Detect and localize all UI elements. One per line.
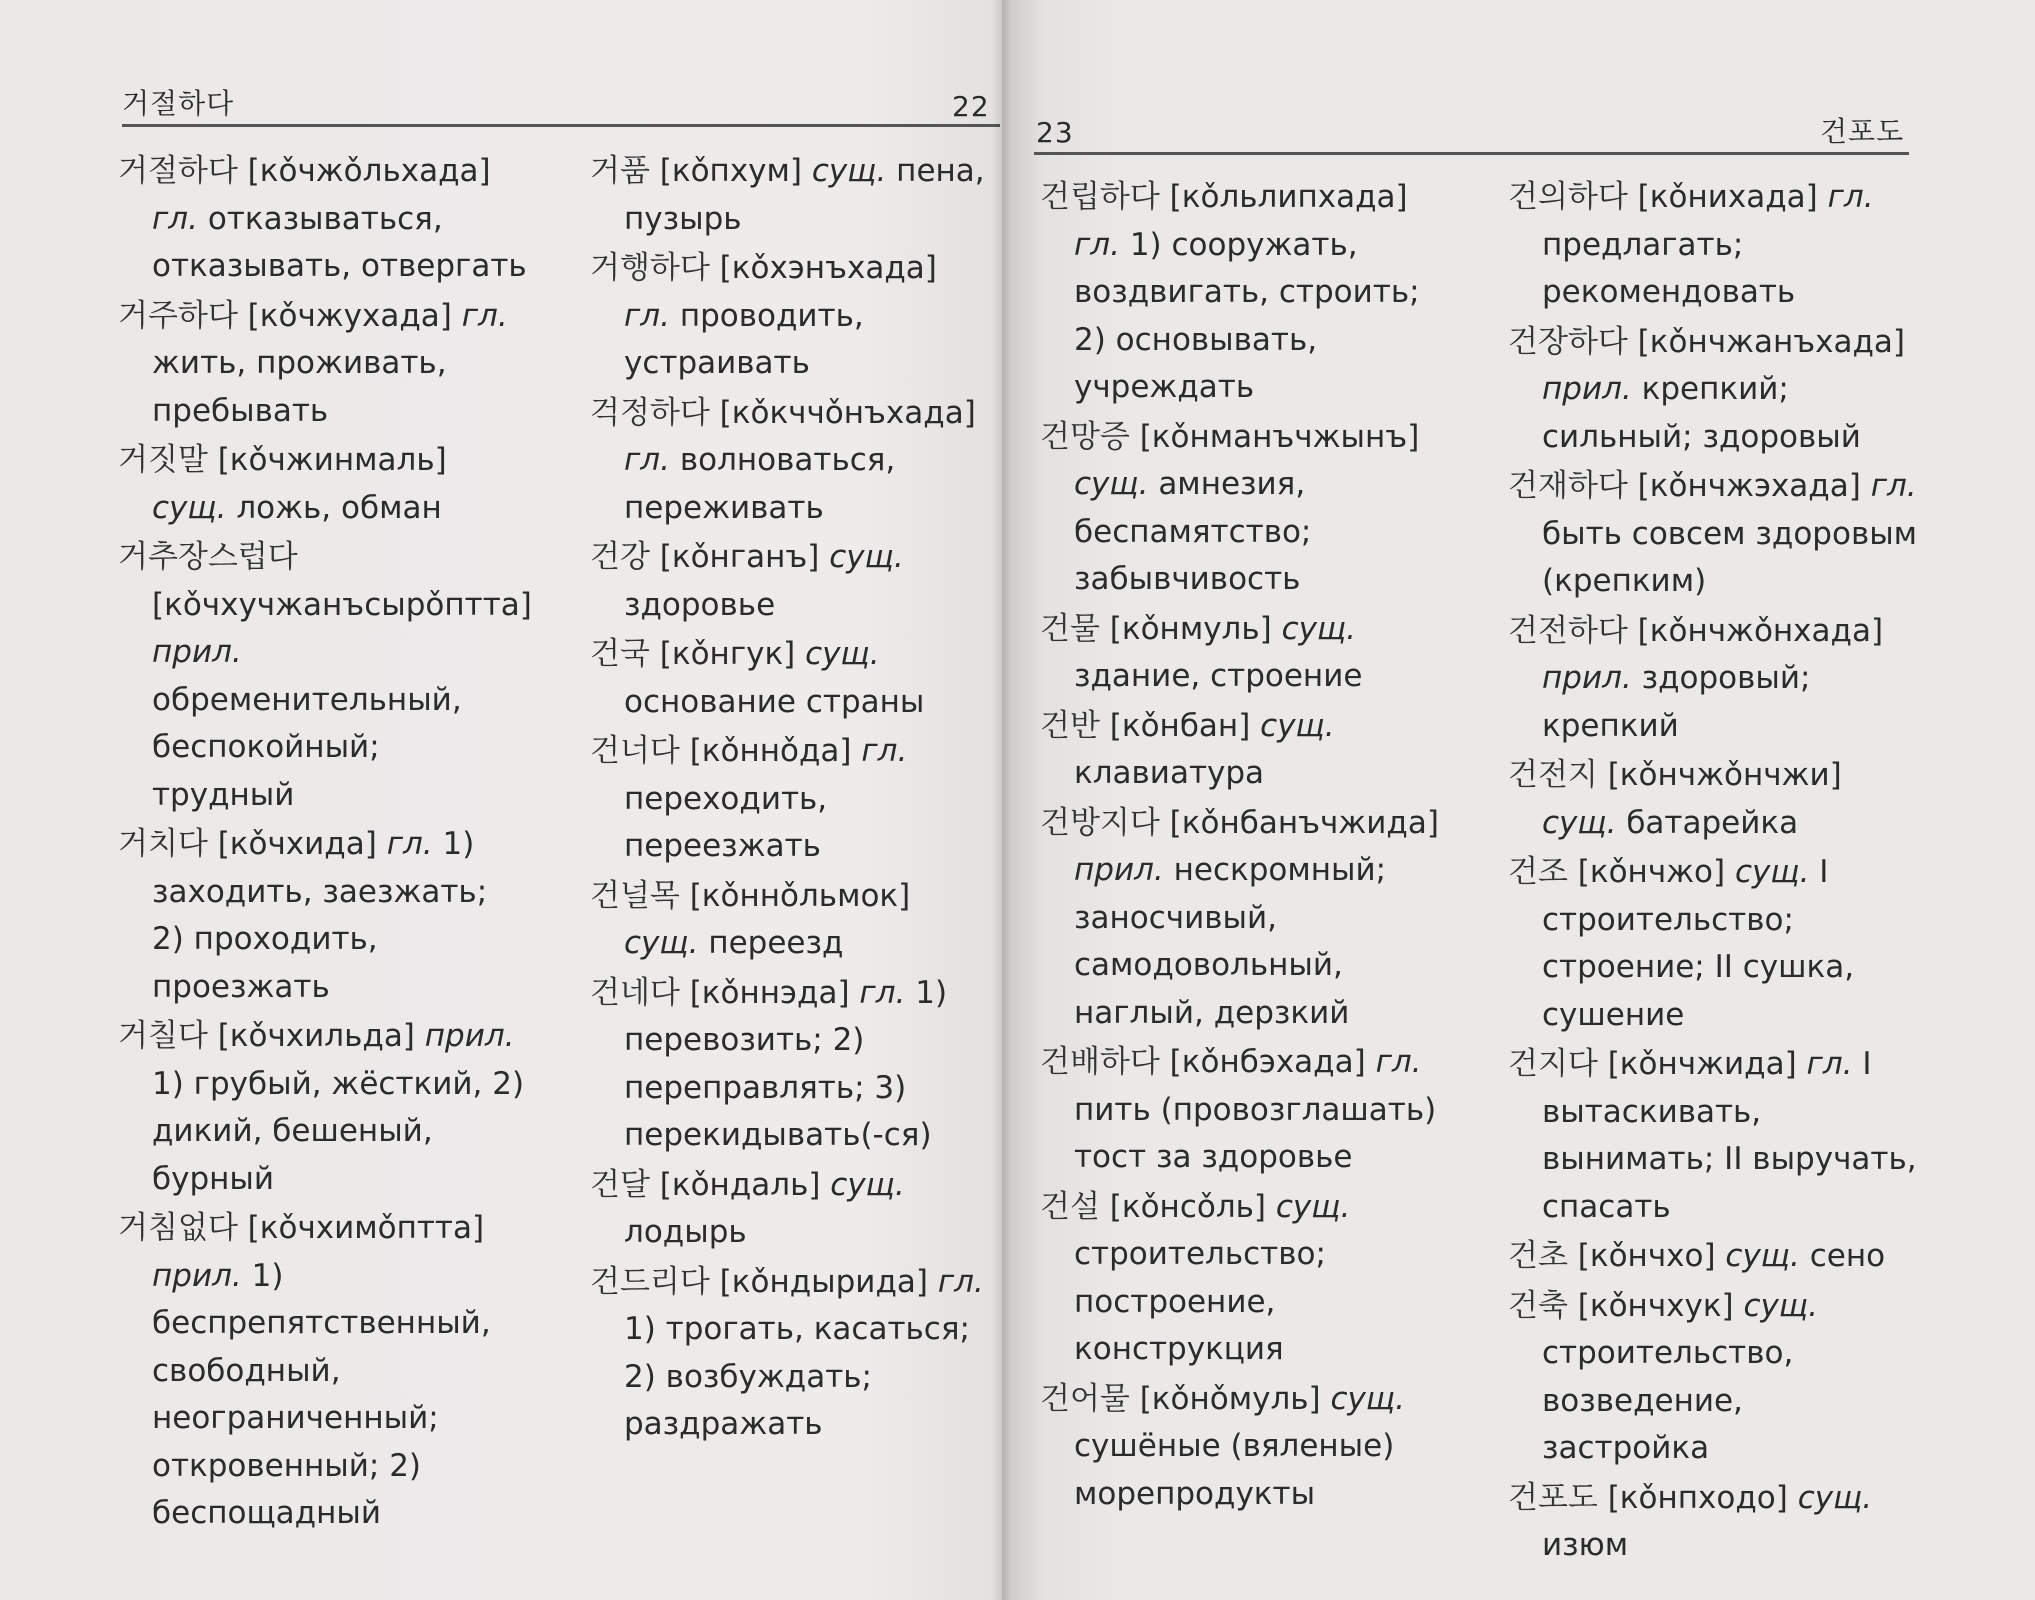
- definition: жить, проживать, пребывать: [152, 345, 447, 429]
- transcription: [кǒннэда]: [689, 974, 850, 1011]
- definition: лодырь: [624, 1214, 747, 1250]
- definition: 1) сооружать, воздвигать, строить; 2) основывать, учреждать: [1074, 226, 1420, 405]
- right-page: [1002, 0, 2035, 1600]
- dictionary-entry: [1508, 1283, 1918, 1473]
- headword: 거품: [590, 153, 650, 189]
- running-head: 거절하다: [122, 87, 235, 120]
- dictionary-entry: [118, 293, 528, 436]
- definition: строительство; построение, конструкция: [1074, 1236, 1326, 1367]
- definition: здоровье: [624, 586, 776, 623]
- definition: здоровый; крепкий: [1542, 660, 1811, 744]
- transcription: [кǒнгук]: [659, 636, 796, 672]
- dictionary-entry: [118, 437, 528, 532]
- transcription: [кǒнǒмуль]: [1139, 1380, 1321, 1417]
- transcription: [кǒнпходо]: [1607, 1479, 1788, 1516]
- part-of-speech: прил.: [424, 1018, 515, 1054]
- headword: 거행하다: [590, 250, 710, 286]
- transcription: [кǒнмуль]: [1109, 610, 1272, 647]
- headword: 건축: [1508, 1287, 1568, 1324]
- transcription: [кǒчжухада]: [247, 297, 452, 334]
- part-of-speech: гл.: [1870, 468, 1917, 504]
- transcription: [кǒнчжǒнхада]: [1637, 612, 1884, 649]
- part-of-speech: сущ.: [1542, 804, 1617, 841]
- headword: 건물: [1040, 610, 1100, 647]
- dictionary-entry: [1508, 1041, 1918, 1231]
- headword: 건설: [1040, 1188, 1100, 1225]
- part-of-speech: прил.: [152, 1257, 242, 1294]
- part-of-speech: сущ.: [830, 1166, 905, 1203]
- definition: пить (провозглашать) тост за здоровье: [1074, 1091, 1437, 1175]
- part-of-speech: прил.: [1542, 660, 1632, 696]
- headword: 걱정하다: [590, 394, 710, 431]
- page-number: 23: [1036, 116, 1074, 149]
- definition: проводить, устраивать: [624, 297, 864, 381]
- transcription: [кǒкччǒнъхада]: [719, 394, 976, 431]
- part-of-speech: сущ.: [1260, 707, 1335, 744]
- headword: 건너다: [590, 733, 680, 769]
- dictionary-entry: [1040, 703, 1460, 798]
- part-of-speech: прил.: [1542, 371, 1632, 407]
- dictionary-entry: [590, 245, 990, 388]
- definition: амнезия, беспамятство; забывчивость: [1074, 466, 1312, 597]
- transcription: [кǒнбан]: [1109, 707, 1251, 744]
- definition: строительство, возведение, застройка: [1542, 1335, 1794, 1466]
- transcription: [кǒчжинмаль]: [217, 442, 447, 478]
- part-of-speech: сущ.: [152, 489, 227, 526]
- headword: 건장하다: [1508, 323, 1628, 360]
- part-of-speech: гл.: [152, 200, 198, 237]
- headword: 거칠다: [118, 1018, 208, 1054]
- headword: 건국: [590, 636, 650, 672]
- transcription: [кǒндырида]: [719, 1263, 928, 1300]
- part-of-speech: гл.: [461, 297, 508, 334]
- dictionary-entry: [590, 1162, 990, 1257]
- dictionary-entry: [1508, 1233, 1918, 1281]
- dictionary-entry: [590, 1259, 990, 1449]
- transcription: [кǒннǒда]: [689, 733, 852, 769]
- dictionary-column: [590, 148, 990, 1451]
- definition: сушёные (вяленые) морепродукты: [1074, 1428, 1395, 1512]
- part-of-speech: сущ.: [624, 925, 699, 961]
- headword: 건어물: [1040, 1380, 1130, 1417]
- headword: 거절하다: [118, 153, 238, 189]
- transcription: [кǒнбанъчжида]: [1169, 804, 1439, 841]
- dictionary-entry: [1508, 849, 1918, 1039]
- transcription: [кǒндаль]: [659, 1166, 821, 1203]
- dictionary-entry: [1508, 174, 1918, 317]
- dictionary-column: [1040, 174, 1460, 1520]
- transcription: [кǒнчжэхада]: [1637, 468, 1861, 504]
- headword: 거치다: [118, 826, 208, 862]
- dictionary-entry: [590, 970, 990, 1160]
- transcription: [кǒнчжо]: [1577, 854, 1726, 890]
- part-of-speech: прил.: [1074, 852, 1164, 888]
- transcription: [кǒнчжанъхада]: [1637, 323, 1905, 360]
- headword: 건배하다: [1040, 1044, 1160, 1080]
- transcription: [кǒчхучжанъсырǒптта]: [152, 586, 532, 623]
- headword: 건달: [590, 1166, 650, 1203]
- part-of-speech: сущ.: [1797, 1479, 1873, 1516]
- transcription: [кǒльлипхада]: [1169, 179, 1408, 215]
- definition: батарейка: [1626, 804, 1799, 841]
- headword: 건망증: [1040, 418, 1130, 455]
- headword: 건강: [590, 539, 650, 575]
- dictionary-entry: [118, 1205, 528, 1538]
- dictionary-entry: [118, 1013, 528, 1203]
- dictionary-entry: [1040, 800, 1460, 1038]
- definition: ложь, обман: [236, 489, 442, 526]
- dictionary-entry: [1040, 1376, 1460, 1519]
- dictionary-entry: [118, 148, 528, 291]
- dictionary-entry: [590, 534, 990, 629]
- definition: основание страны: [624, 683, 925, 720]
- definition: 1) грубый, жёсткий, 2) дикий, бешеный, бурный: [152, 1065, 525, 1197]
- transcription: [кǒнганъ]: [659, 539, 820, 575]
- definition: I строительство; строение; II сушка, сушение: [1542, 854, 1855, 1033]
- transcription: [кǒннǒльмок]: [689, 877, 911, 914]
- dictionary-entry: [590, 148, 990, 243]
- transcription: [кǒнчжида]: [1607, 1046, 1797, 1082]
- transcription: [кǒнбэхада]: [1169, 1044, 1366, 1080]
- part-of-speech: сущ.: [1725, 1238, 1800, 1274]
- headword: 거주하다: [118, 297, 238, 334]
- transcription: [кǒнчхо]: [1577, 1238, 1716, 1274]
- headword: 거추장스럽다: [118, 539, 298, 575]
- headword: 건전하다: [1508, 612, 1628, 649]
- definition: пена, пузырь: [624, 153, 985, 237]
- headword: 건재하다: [1508, 468, 1628, 504]
- definition: 1) перевозить; 2) переправлять; 3) перекидывать(-ся): [624, 974, 948, 1153]
- definition: сено: [1809, 1238, 1886, 1274]
- dictionary-entry: [590, 390, 990, 533]
- part-of-speech: сущ.: [1281, 610, 1357, 647]
- headword: 건포도: [1508, 1479, 1598, 1516]
- definition: обременительный, беспокойный; трудный: [152, 681, 462, 813]
- transcription: [кǒхэнъхада]: [719, 250, 937, 286]
- definition: I вытаскивать, вынимать; II выручать, спасать: [1542, 1046, 1917, 1225]
- definition: крепкий; сильный; здоровый: [1542, 371, 1861, 455]
- headword: 건널목: [590, 877, 680, 914]
- running-head: 건포도: [1820, 115, 1905, 148]
- part-of-speech: сущ.: [1275, 1188, 1351, 1225]
- dictionary-entry: [118, 821, 528, 1011]
- headword: 건조: [1508, 854, 1568, 890]
- transcription: [кǒпхум]: [659, 153, 802, 189]
- headword: 건지다: [1508, 1046, 1598, 1082]
- dictionary-entry: [590, 873, 990, 968]
- definition: клавиатура: [1074, 755, 1265, 791]
- part-of-speech: гл.: [1375, 1044, 1422, 1080]
- part-of-speech: сущ.: [1734, 854, 1810, 890]
- part-of-speech: гл.: [1827, 179, 1874, 215]
- part-of-speech: гл.: [937, 1263, 984, 1300]
- definition: здание, строение: [1074, 658, 1363, 694]
- book-gutter: [992, 0, 1012, 1600]
- dictionary-entry: [1040, 174, 1460, 412]
- transcription: [кǒчхильда]: [217, 1018, 415, 1054]
- dictionary-entry: [1508, 1475, 1918, 1570]
- dictionary-column: [118, 148, 532, 1540]
- page-number: 22: [952, 90, 990, 123]
- part-of-speech: сущ.: [1743, 1287, 1818, 1324]
- transcription: [кǒнчхук]: [1577, 1287, 1734, 1324]
- dictionary-entry: [1508, 752, 1918, 847]
- headword: 건의하다: [1508, 179, 1628, 215]
- headword: 건초: [1508, 1238, 1568, 1274]
- part-of-speech: гл.: [386, 826, 433, 862]
- definition: 1) трогать, касаться; 2) возбуждать; раздражать: [624, 1311, 970, 1442]
- transcription: [кǒнманъчжынъ]: [1139, 418, 1420, 455]
- headword: 건네다: [590, 974, 680, 1011]
- part-of-speech: гл.: [1074, 226, 1120, 263]
- transcription: [кǒчхида]: [217, 826, 377, 862]
- part-of-speech: гл.: [861, 733, 908, 769]
- dictionary-entry: [590, 631, 990, 726]
- left-page: [0, 0, 1002, 1600]
- part-of-speech: сущ.: [829, 539, 904, 575]
- headword: 건전지: [1508, 757, 1598, 793]
- headword: 거침없다: [118, 1210, 238, 1246]
- part-of-speech: гл.: [624, 297, 670, 334]
- dictionary-column: [1508, 174, 1918, 1572]
- definition: переезд: [708, 925, 844, 961]
- transcription: [кǒчжǒльхада]: [247, 153, 491, 189]
- transcription: [кǒнчжǒнчжи]: [1607, 757, 1842, 793]
- transcription: [кǒнсǒль]: [1109, 1188, 1267, 1225]
- definition: 1) беспрепятственный, свободный, неограниченный; откровенный; 2) беспощадный: [152, 1257, 491, 1531]
- part-of-speech: сущ.: [811, 153, 887, 189]
- definition: изюм: [1542, 1527, 1629, 1563]
- headword: 건립하다: [1040, 179, 1160, 215]
- dictionary-entry: [590, 728, 990, 871]
- part-of-speech: гл.: [859, 974, 906, 1011]
- headword: 건드리다: [590, 1263, 710, 1300]
- dictionary-entry: [1508, 463, 1918, 606]
- definition: отказываться, отказывать, отвергать: [152, 200, 527, 284]
- dictionary-entry: [1040, 414, 1460, 604]
- dictionary-entry: [118, 534, 532, 819]
- dictionary-entry: [1040, 606, 1460, 701]
- part-of-speech: сущ.: [805, 636, 880, 672]
- header-rule: [122, 124, 1000, 127]
- headword: 건방지다: [1040, 804, 1160, 841]
- definition: быть совсем здоровым (крепким): [1542, 515, 1918, 599]
- dictionary-entry: [1508, 608, 1918, 751]
- part-of-speech: гл.: [1806, 1046, 1853, 1082]
- headword: 건반: [1040, 707, 1100, 744]
- definition: переходить, переезжать: [624, 780, 828, 864]
- part-of-speech: гл.: [624, 442, 670, 478]
- part-of-speech: сущ.: [1330, 1380, 1405, 1417]
- part-of-speech: сущ.: [1074, 466, 1149, 502]
- headword: 거짓말: [118, 442, 208, 478]
- definition: 1) заходить, заезжать; 2) проходить, проезжать: [152, 826, 488, 1005]
- definition: волноваться, переживать: [624, 442, 896, 526]
- dictionary-entry: [1040, 1184, 1460, 1374]
- dictionary-entry: [1508, 319, 1918, 462]
- dictionary-entry: [1040, 1039, 1460, 1182]
- definition: предлагать; рекомендовать: [1542, 226, 1796, 310]
- transcription: [кǒчхимǒптта]: [247, 1210, 485, 1246]
- part-of-speech: прил.: [152, 634, 242, 670]
- header-rule: [1034, 152, 1909, 155]
- transcription: [кǒнихада]: [1637, 179, 1818, 215]
- definition: нескромный; заносчивый, самодовольный, наглый, дерзкий: [1074, 852, 1387, 1031]
